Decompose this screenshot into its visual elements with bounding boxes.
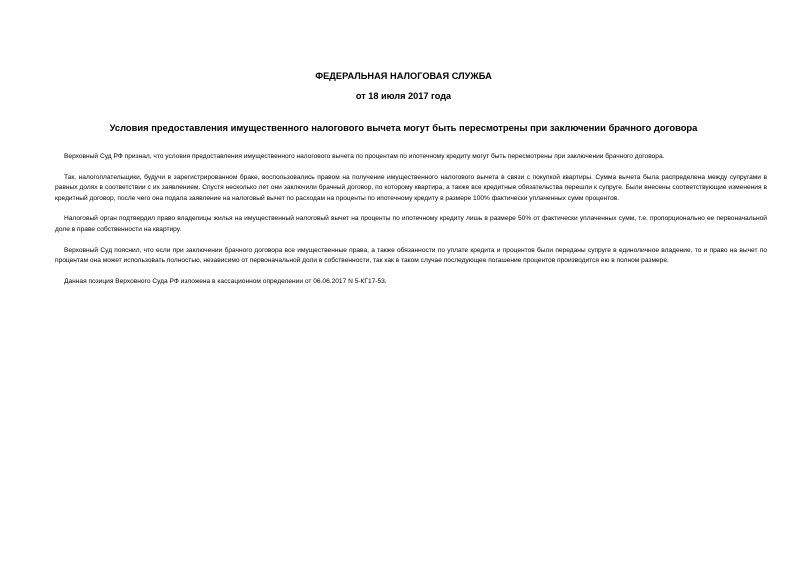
paragraph-2: Так, налогоплательщики, будучи в зарегистрированном браке, воспользовались правом на получение имущественного налогового вычета в связи с покупкой квартиры. Сумма вычета была распределена между супругами в равных долях в соответствии с их заявлением. Спустя несколько лет они заключили брачный договор, по которому квартира, а также все кредитные обязательства перешли к супруге. Были внесены соответствующие изменения в кредитный договор, после чего она подала заявление на налоговый вычет по расходам на проценты по ипотечному кредиту в размере 100% фактически уплаченных сумм процентов.	[55, 173, 767, 202]
document-date: от 18 июля 2017 года	[355, 91, 452, 101]
document-body	[55, 152, 767, 298]
paragraph-4: Верховный Суд пояснил, что если при заключении брачного договора все имущественные права, а также обязанности по уплате кредита и процентов были переданы супруге в единоличное владение, то и право на вычет по процентам она может использовать полностью, независимо от первоначальной доли в собственности, так как в таком случае последующее погашение процентов производится ею в полном размере.	[55, 246, 767, 265]
organization-heading: ФЕДЕРАЛЬНАЯ НАЛОГОВАЯ СЛУЖБА	[315, 71, 492, 81]
paragraph-5: Данная позиция Верховного Суда РФ изложена в кассационном определении от 06.06.2017 N 5-КГ17-53.	[64, 277, 387, 285]
document-title: Условия предоставления имущественного налогового вычета могут быть пересмотрены при заключении брачного договора	[109, 122, 698, 133]
paragraph-3: Налоговый орган подтвердил право владелицы жилья на имущественный налоговый вычет на проценты по ипотечному кредиту лишь в размере 50% от фактически уплаченных сумм, т.е. пропорционально ее первоначальной доле в праве собственности на квартиру.	[55, 215, 767, 233]
paragraph-1: Верховный Суд РФ признал, что условия предоставления имущественного налогового вычета по процентам по ипотечному кредиту могут быть пересмотрены при заключении брачного договора.	[64, 153, 665, 160]
